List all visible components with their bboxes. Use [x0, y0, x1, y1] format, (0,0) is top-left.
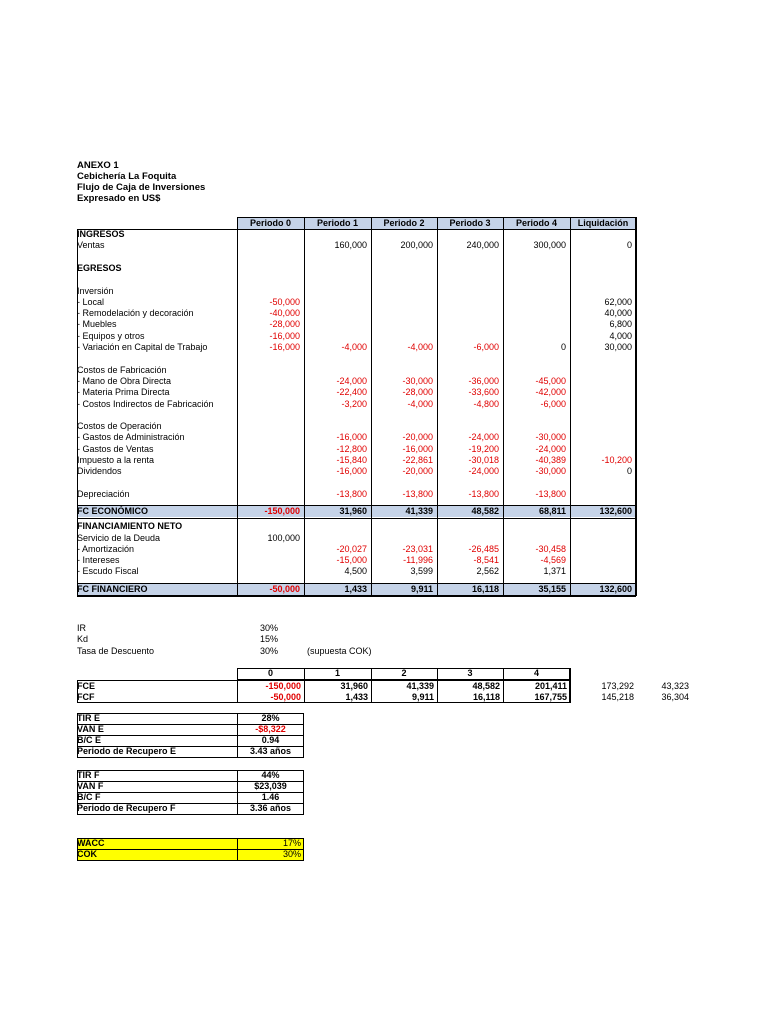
- row-value: -40,000: [269, 308, 300, 319]
- row-label: INGRESOS: [77, 229, 125, 239]
- param-label: Tasa de Descuento: [77, 645, 155, 656]
- column-divider: [371, 217, 372, 596]
- row-label: - Local: [77, 296, 105, 307]
- fin-row-value: -8,541: [473, 555, 499, 566]
- period-header: Liquidación: [577, 218, 629, 228]
- indicators_f-label: B/C F: [77, 792, 101, 802]
- flows-value: 48,582: [472, 681, 500, 691]
- param-value: 30%: [260, 645, 279, 656]
- row-value: -40,389: [535, 455, 566, 465]
- row-value: -13,800: [468, 488, 499, 499]
- row-value: -28,000: [269, 319, 300, 330]
- row-label: Costos de Fabricación: [77, 364, 167, 375]
- row-label: - Muebles: [77, 319, 117, 330]
- indicators_e-value: 0.94: [261, 735, 280, 745]
- currency-note: Expresado en US$: [77, 193, 161, 204]
- flows-extra: 145,218: [601, 692, 634, 702]
- row-label: - Materia Prima Directa: [77, 387, 170, 398]
- row-value: -15,840: [336, 455, 367, 465]
- row-value: -30,000: [402, 375, 433, 386]
- param-note: (supuesta COK): [307, 645, 372, 656]
- report-title: Flujo de Caja de Inversiones: [77, 182, 206, 193]
- indicators_f-label: VAN F: [77, 781, 104, 791]
- row-value: -4,000: [407, 398, 433, 409]
- row-value: 200,000: [400, 240, 433, 251]
- row-value: 40,000: [604, 308, 632, 319]
- fc-economico-value: 132,600: [599, 506, 632, 517]
- flows-header: 4: [533, 668, 539, 678]
- indicators_f-value: $23,039: [254, 781, 287, 791]
- fin-row-value: -4,569: [540, 555, 566, 566]
- flows-label: FCE: [77, 681, 95, 691]
- row-value: -16,000: [402, 443, 433, 454]
- row-label: - Costos Indirectos de Fabricación: [77, 398, 214, 409]
- indicators_e-value: 3.43 años: [249, 746, 292, 756]
- flows-value: -150,000: [265, 681, 301, 691]
- row-value: -24,000: [336, 375, 367, 386]
- row-value: -22,400: [336, 387, 367, 398]
- fc-financiero-value: 9,911: [410, 583, 433, 594]
- row-value: -30,000: [535, 432, 566, 443]
- indicators_e-label: Periodo de Recupero E: [77, 746, 177, 756]
- period-header: Periodo 4: [515, 218, 557, 228]
- row-value: -22,861: [402, 455, 433, 465]
- flows-extra: 43,323: [661, 681, 689, 691]
- fin-row-label: - Escudo Fiscal: [77, 566, 139, 577]
- row-value: -4,000: [407, 342, 433, 352]
- row-label: Dividendos: [77, 466, 122, 477]
- column-divider: [503, 217, 504, 596]
- row-value: -6,000: [473, 342, 499, 352]
- row-value: -4,000: [341, 342, 367, 352]
- row-label: - Gastos de Ventas: [77, 443, 154, 454]
- row-value: 0: [560, 342, 566, 352]
- indicators_f-value: 3.36 años: [249, 803, 292, 813]
- flows-value: 41,339: [406, 681, 434, 691]
- period-header: Periodo 2: [383, 218, 425, 228]
- flows-extra: 36,304: [661, 692, 689, 702]
- fin-row-value: 100,000: [267, 532, 300, 543]
- fin-row-value: -20,027: [336, 543, 367, 554]
- flows-label: FCF: [77, 692, 95, 702]
- fc-economico-value: 48,582: [471, 506, 499, 517]
- fc-financiero-value: 16,118: [471, 583, 499, 594]
- row-label: Costos de Operación: [77, 421, 162, 432]
- row-value: -19,200: [468, 443, 499, 454]
- indicators_e-label: B/C E: [77, 735, 102, 745]
- rate-label: WACC: [77, 838, 105, 848]
- row-divider: [77, 505, 636, 506]
- indicators_f-value: 44%: [261, 770, 280, 780]
- row-value: 6,800: [609, 319, 632, 330]
- fin-row-value: -15,000: [336, 555, 367, 566]
- flows-value: 167,755: [534, 692, 567, 702]
- fc-economico-value: 31,960: [339, 506, 367, 517]
- row-value: -24,000: [535, 443, 566, 454]
- fc-economico-value: 68,811: [538, 506, 566, 517]
- row-value: -16,000: [269, 342, 300, 352]
- param-value: 30%: [260, 623, 279, 633]
- row-value: -20,000: [402, 466, 433, 477]
- flows-value: -50,000: [270, 692, 301, 702]
- param-label: Kd: [77, 634, 89, 645]
- fin-row-label: Servicio de la Deuda: [77, 532, 161, 543]
- row-label: - Gastos de Administración: [77, 432, 185, 443]
- row-value: 300,000: [533, 240, 566, 251]
- fin-row-value: -30,458: [535, 543, 566, 554]
- fin-row-value: 1,371: [543, 566, 566, 577]
- rate-value: 17%: [282, 838, 301, 848]
- fin-row-value: 4,500: [344, 566, 367, 577]
- row-label: Ventas: [77, 240, 105, 251]
- row-label: - Variación en Capital de Trabajo: [77, 342, 208, 352]
- row-label: Inversión: [77, 285, 114, 296]
- row-value: 62,000: [604, 296, 632, 307]
- company-name: Cebichería La Foquita: [77, 171, 177, 182]
- row-label: - Equipos y otros: [77, 330, 145, 341]
- fc-financiero-value: 35,155: [538, 583, 566, 594]
- row-label: - Mano de Obra Directa: [77, 375, 172, 386]
- row-divider: [77, 583, 636, 584]
- flows-value: 201,411: [534, 681, 567, 691]
- row-value: -13,800: [402, 488, 433, 499]
- flows-header: 1: [334, 668, 340, 678]
- row-value: -4,800: [473, 398, 499, 409]
- fc-economico-label: FC ECONÓMICO: [77, 506, 148, 517]
- fc-financiero-value: 132,600: [599, 583, 632, 594]
- indicators_f-label: TIR F: [77, 770, 100, 780]
- row-value: -10,200: [601, 455, 632, 465]
- period-header: Periodo 1: [316, 218, 358, 228]
- param-value: 15%: [260, 634, 279, 645]
- row-value: -45,000: [535, 375, 566, 386]
- flows-extra: 173,292: [601, 681, 634, 691]
- row-value: -50,000: [269, 296, 300, 307]
- table-border: [77, 229, 636, 596]
- row-divider: [77, 596, 636, 597]
- row-label: Impuesto a la renta: [77, 455, 155, 465]
- fc-financiero-label: FC FINANCIERO: [77, 583, 148, 594]
- row-value: -36,000: [468, 375, 499, 386]
- row-value: -20,000: [402, 432, 433, 443]
- flows-value: 1,433: [345, 692, 368, 702]
- row-value: 4,000: [609, 330, 632, 341]
- fc-financiero-value: -50,000: [269, 583, 300, 594]
- row-divider: [77, 518, 636, 519]
- rate-label: COK: [77, 849, 97, 859]
- row-value: -12,800: [336, 443, 367, 454]
- fc-economico-value: -150,000: [264, 506, 300, 517]
- flows-value: 16,118: [472, 692, 500, 702]
- column-divider: [304, 217, 305, 596]
- row-value: -30,018: [468, 455, 499, 465]
- indicators_e-label: VAN E: [77, 724, 104, 734]
- column-divider: [237, 217, 238, 596]
- row-value: -28,000: [402, 387, 433, 398]
- row-label: EGRESOS: [77, 262, 122, 273]
- fin-row-label: - Intereses: [77, 555, 120, 566]
- indicators_e-value: 28%: [261, 713, 280, 723]
- column-divider: [636, 217, 637, 596]
- row-value: -6,000: [540, 398, 566, 409]
- flows-header: 2: [401, 668, 407, 678]
- row-value: 240,000: [466, 240, 499, 251]
- indicators_e-value: -$8,322: [255, 724, 286, 734]
- flows-header: 0: [267, 668, 273, 678]
- row-value: -33,600: [468, 387, 499, 398]
- fc-economico-value: 41,339: [405, 506, 433, 517]
- param-label: IR: [77, 623, 86, 633]
- row-label: Depreciación: [77, 488, 130, 499]
- period-header: Periodo 3: [449, 218, 491, 228]
- fc-financiero-value: 1,433: [344, 583, 367, 594]
- fin-row-label: FINANCIAMIENTO NETO: [77, 521, 183, 532]
- fin-row-value: 3,599: [410, 566, 433, 577]
- row-value: -24,000: [468, 432, 499, 443]
- row-value: 0: [626, 240, 632, 251]
- row-value: 160,000: [334, 240, 367, 251]
- fin-row-value: 2,562: [476, 566, 499, 577]
- column-divider: [437, 217, 438, 596]
- fin-row-value: -23,031: [402, 543, 433, 554]
- row-value: -16,000: [269, 330, 300, 341]
- row-value: -24,000: [468, 466, 499, 477]
- row-value: -13,800: [535, 488, 566, 499]
- column-divider: [570, 217, 571, 596]
- annex-title: ANEXO 1: [77, 160, 119, 171]
- indicators_e-label: TIR E: [77, 713, 101, 723]
- row-label: - Remodelación y decoración: [77, 308, 194, 319]
- row-value: -42,000: [535, 387, 566, 398]
- row-value: -3,200: [341, 398, 367, 409]
- fin-row-value: -11,996: [403, 555, 433, 566]
- row-value: 0: [626, 466, 632, 477]
- row-value: -16,000: [336, 432, 367, 443]
- flows-value: 9,911: [411, 692, 434, 702]
- indicators_f-label: Periodo de Recupero F: [77, 803, 176, 813]
- fin-row-label: - Amortización: [77, 543, 135, 554]
- row-value: 30,000: [604, 342, 632, 352]
- fin-row-value: -26,485: [468, 543, 499, 554]
- rate-value: 30%: [282, 849, 301, 859]
- indicators_f-value: 1.46: [261, 792, 280, 802]
- row-value: -30,000: [535, 466, 566, 477]
- period-header: Periodo 0: [249, 218, 291, 228]
- flows-divider: [570, 668, 571, 703]
- row-value: -16,000: [336, 466, 367, 477]
- flows-value: 31,960: [340, 681, 368, 691]
- flows-header: 3: [467, 668, 473, 678]
- row-value: -13,800: [336, 488, 367, 499]
